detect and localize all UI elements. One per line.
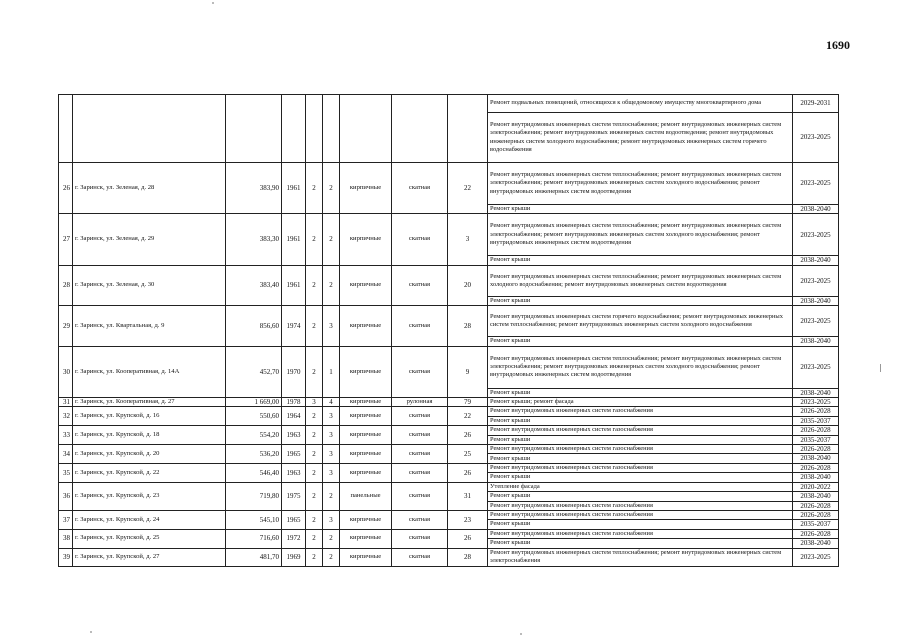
scan-speck (212, 2, 214, 4)
build-year: 1961 (282, 214, 306, 265)
work-period: 2038-2040 (793, 256, 839, 265)
entrances: 3 (323, 510, 340, 529)
table-row (59, 214, 839, 256)
work-description: Ремонт внутридомовых инженерных систем теплоснабжения; ремонт внутридомовых инженерных систем электроснабжения; ремонт внутридомовых инженерных систем водоотведения; ремонт внутридомовых инженерных систем холодного водоснабжения; ремонт внутридомовых инженерных систем горячего водоснабжения (488, 113, 793, 163)
address: г. Заринск, ул. Крупской, д. 25 (73, 529, 226, 548)
row-number: 29 (59, 306, 73, 346)
table-row (59, 426, 839, 435)
work-period: 2038-2040 (793, 388, 839, 397)
floors: 2 (306, 265, 323, 305)
empty-cell (59, 95, 73, 163)
work-period: 2026-2028 (793, 445, 839, 454)
entrances: 3 (323, 426, 340, 445)
work-period: 2026-2028 (793, 407, 839, 416)
empty-cell (448, 95, 488, 163)
floors: 2 (306, 510, 323, 529)
address: г. Заринск, ул. Крупской, д. 24 (73, 510, 226, 529)
empty-cell (306, 95, 323, 163)
work-description: Ремонт внутридомовых инженерных систем горячего водоснабжения; ремонт внутридомовых инженерных систем теплоснабжения; ремонт внутридомовых инженерных систем холодного водоснабжения (488, 306, 793, 337)
work-period: 2029-2031 (793, 95, 839, 113)
apartments-count: 28 (448, 548, 488, 566)
apartments-count: 25 (448, 445, 488, 464)
work-period: 2038-2040 (793, 337, 839, 346)
address: г. Заринск, ул. Крупской, д. 16 (73, 407, 226, 426)
work-description: Ремонт внутридомовых инженерных систем газоснабжения (488, 529, 793, 538)
wall-material: кирпичные (340, 548, 392, 566)
wall-material: кирпичные (340, 407, 392, 426)
address: г. Заринск, ул. Крупской, д. 22 (73, 463, 226, 482)
row-number: 28 (59, 265, 73, 305)
work-period: 2023-2025 (793, 398, 839, 407)
apartments-count: 26 (448, 426, 488, 445)
row-number: 34 (59, 445, 73, 464)
entrances: 2 (323, 214, 340, 265)
wall-material: кирпичные (340, 346, 392, 397)
work-period: 2038-2040 (793, 473, 839, 482)
roof-type: скатная (392, 482, 448, 510)
address: г. Заринск, ул. Зеленая, д. 28 (73, 163, 226, 214)
apartments-count: 31 (448, 482, 488, 510)
roof-type: скатная (392, 163, 448, 214)
wall-material: панельные (340, 482, 392, 510)
table-row (59, 445, 839, 454)
build-year: 1978 (282, 398, 306, 407)
work-period: 2026-2028 (793, 529, 839, 538)
work-period: 2023-2025 (793, 548, 839, 566)
total-area: 383,30 (226, 214, 282, 265)
work-period: 2026-2028 (793, 463, 839, 472)
work-description: Ремонт крыши (488, 388, 793, 397)
wall-material: кирпичные (340, 214, 392, 265)
row-number: 36 (59, 482, 73, 510)
entrances: 4 (323, 398, 340, 407)
address: г. Заринск, ул. Квартальная, д. 9 (73, 306, 226, 346)
total-area: 545,10 (226, 510, 282, 529)
wall-material: кирпичные (340, 426, 392, 445)
roof-type: скатная (392, 426, 448, 445)
wall-material: кирпичные (340, 265, 392, 305)
wall-material: кирпичные (340, 529, 392, 548)
roof-type: рулонная (392, 398, 448, 407)
apartments-count: 22 (448, 407, 488, 426)
table-row (59, 482, 839, 491)
scan-speck (880, 364, 881, 372)
work-description: Ремонт внутридомовых инженерных систем теплоснабжения; ремонт внутридомовых инженерных систем электроснабжения (488, 548, 793, 566)
work-period: 2035-2037 (793, 520, 839, 529)
total-area: 550,60 (226, 407, 282, 426)
entrances: 2 (323, 529, 340, 548)
address: г. Заринск, ул. Кооперативная, д. 14А (73, 346, 226, 397)
work-description: Ремонт внутридомовых инженерных систем газоснабжения (488, 407, 793, 416)
floors: 2 (306, 214, 323, 265)
total-area: 719,80 (226, 482, 282, 510)
work-period: 2026-2028 (793, 426, 839, 435)
entrances: 2 (323, 482, 340, 510)
total-area: 383,40 (226, 265, 282, 305)
roof-type: скатная (392, 510, 448, 529)
apartments-count: 26 (448, 529, 488, 548)
work-description: Ремонт внутридомовых инженерных систем теплоснабжения; ремонт внутридомовых инженерных систем электроснабжения; ремонт внутридомовых инженерных систем холодного водоснабжения; ремонт внутридомовых инженерных систем водоотведения (488, 163, 793, 205)
roof-type: скатная (392, 214, 448, 265)
work-period: 2023-2025 (793, 113, 839, 163)
build-year: 1965 (282, 510, 306, 529)
work-period: 2023-2025 (793, 346, 839, 388)
row-number: 27 (59, 214, 73, 265)
row-number: 30 (59, 346, 73, 397)
work-description: Ремонт крыши (488, 416, 793, 425)
floors: 2 (306, 548, 323, 566)
row-number: 26 (59, 163, 73, 214)
apartments-count: 26 (448, 463, 488, 482)
address: г. Заринск, ул. Крупской, д. 18 (73, 426, 226, 445)
empty-cell (282, 95, 306, 163)
work-description: Ремонт внутридомовых инженерных систем газоснабжения (488, 501, 793, 510)
wall-material: кирпичные (340, 163, 392, 214)
table-row (59, 529, 839, 538)
build-year: 1964 (282, 407, 306, 426)
total-area: 856,60 (226, 306, 282, 346)
build-year: 1969 (282, 548, 306, 566)
work-period: 2035-2037 (793, 435, 839, 444)
work-period: 2023-2025 (793, 265, 839, 296)
work-description: Ремонт крыши (488, 492, 793, 501)
work-period: 2035-2037 (793, 416, 839, 425)
scan-speck (520, 633, 522, 635)
floors: 2 (306, 407, 323, 426)
address: г. Заринск, ул. Кооперативная, д. 27 (73, 398, 226, 407)
wall-material: кирпичные (340, 463, 392, 482)
total-area: 554,20 (226, 426, 282, 445)
roof-type: скатная (392, 445, 448, 464)
empty-cell (226, 95, 282, 163)
work-description: Утепление фасада (488, 482, 793, 491)
build-year: 1974 (282, 306, 306, 346)
floors: 2 (306, 445, 323, 464)
total-area: 481,70 (226, 548, 282, 566)
scan-speck (90, 631, 92, 633)
total-area: 546,40 (226, 463, 282, 482)
apartments-count: 23 (448, 510, 488, 529)
work-period: 2023-2025 (793, 163, 839, 205)
capital-repair-table (58, 94, 839, 567)
work-period: 2038-2040 (793, 454, 839, 463)
apartments-count: 3 (448, 214, 488, 265)
work-description: Ремонт внутридомовых инженерных систем газоснабжения (488, 426, 793, 435)
row-number: 33 (59, 426, 73, 445)
table-row (59, 163, 839, 205)
apartments-count: 22 (448, 163, 488, 214)
work-description: Ремонт крыши (488, 454, 793, 463)
row-number: 31 (59, 398, 73, 407)
floors: 2 (306, 482, 323, 510)
work-description: Ремонт внутридомовых инженерных систем теплоснабжения; ремонт внутридомовых инженерных систем электроснабжения; ремонт внутридомовых инженерных систем холодного водоснабжения; ремонт внутридомовых инженерных систем водоотведения (488, 346, 793, 388)
table-row (59, 463, 839, 472)
work-period: 2023-2025 (793, 306, 839, 337)
roof-type: скатная (392, 407, 448, 426)
work-description: Ремонт внутридомовых инженерных систем газоснабжения (488, 445, 793, 454)
work-description: Ремонт внутридомовых инженерных систем газоснабжения (488, 463, 793, 472)
table-row (59, 398, 839, 407)
work-description: Ремонт крыши (488, 520, 793, 529)
apartments-count: 9 (448, 346, 488, 397)
row-number: 32 (59, 407, 73, 426)
work-period: 2038-2040 (793, 492, 839, 501)
empty-cell (323, 95, 340, 163)
entrances: 2 (323, 163, 340, 214)
work-period: 2023-2025 (793, 214, 839, 256)
work-description: Ремонт крыши (488, 205, 793, 214)
build-year: 1972 (282, 529, 306, 548)
work-description: Ремонт крыши (488, 435, 793, 444)
table-row (59, 346, 839, 388)
work-period: 2026-2028 (793, 501, 839, 510)
work-description: Ремонт крыши (488, 337, 793, 346)
empty-cell (73, 95, 226, 163)
work-period: 2026-2028 (793, 510, 839, 519)
work-description: Ремонт внутридомовых инженерных систем теплоснабжения; ремонт внутридомовых инженерных систем холодного водоснабжения; ремонт внутридомовых инженерных систем водоотведения (488, 265, 793, 296)
apartments-count: 20 (448, 265, 488, 305)
table-row (59, 510, 839, 519)
address: г. Заринск, ул. Крупской, д. 20 (73, 445, 226, 464)
address: г. Заринск, ул. Крупской, д. 27 (73, 548, 226, 566)
table-row (59, 407, 839, 416)
work-description: Ремонт крыши (488, 296, 793, 305)
table-row (59, 548, 839, 566)
address: г. Заринск, ул. Зеленая, д. 29 (73, 214, 226, 265)
entrances: 2 (323, 265, 340, 305)
work-description: Ремонт крыши (488, 539, 793, 548)
roof-type: скатная (392, 265, 448, 305)
apartments-count: 28 (448, 306, 488, 346)
build-year: 1961 (282, 265, 306, 305)
entrances: 3 (323, 306, 340, 346)
build-year: 1963 (282, 426, 306, 445)
roof-type: скатная (392, 306, 448, 346)
empty-cell (340, 95, 392, 163)
build-year: 1961 (282, 163, 306, 214)
work-description: Ремонт крыши; ремонт фасада (488, 398, 793, 407)
address: г. Заринск, ул. Крупской, д. 23 (73, 482, 226, 510)
build-year: 1965 (282, 445, 306, 464)
work-description: Ремонт подвальных помещений, относящихся к общедомовому имуществу многоквартирного дома (488, 95, 793, 113)
entrances: 3 (323, 407, 340, 426)
work-description: Ремонт внутридомовых инженерных систем газоснабжения (488, 510, 793, 519)
table-row (59, 95, 839, 113)
floors: 2 (306, 306, 323, 346)
work-period: 2038-2040 (793, 296, 839, 305)
row-number: 35 (59, 463, 73, 482)
wall-material: кирпичные (340, 445, 392, 464)
address: г. Заринск, ул. Зеленая, д. 30 (73, 265, 226, 305)
work-description: Ремонт внутридомовых инженерных систем теплоснабжения; ремонт внутридомовых инженерных систем электроснабжения; ремонт внутридомовых инженерных систем холодного водоснабжения; ремонт внутридомовых инженерных систем водоотведения (488, 214, 793, 256)
row-number: 39 (59, 548, 73, 566)
floors: 3 (306, 398, 323, 407)
work-description: Ремонт крыши (488, 256, 793, 265)
entrances: 2 (323, 548, 340, 566)
work-period: 2038-2040 (793, 205, 839, 214)
entrances: 1 (323, 346, 340, 397)
wall-material: кирпичные (340, 306, 392, 346)
floors: 2 (306, 346, 323, 397)
wall-material: кирпичные (340, 398, 392, 407)
total-area: 452,70 (226, 346, 282, 397)
table-row (59, 265, 839, 296)
apartments-count: 79 (448, 398, 488, 407)
roof-type: скатная (392, 529, 448, 548)
build-year: 1975 (282, 482, 306, 510)
total-area: 716,60 (226, 529, 282, 548)
total-area: 383,90 (226, 163, 282, 214)
floors: 2 (306, 529, 323, 548)
floors: 2 (306, 463, 323, 482)
roof-type: скатная (392, 346, 448, 397)
total-area: 1 669,00 (226, 398, 282, 407)
floors: 2 (306, 163, 323, 214)
work-period: 2038-2040 (793, 539, 839, 548)
entrances: 3 (323, 445, 340, 464)
total-area: 536,20 (226, 445, 282, 464)
empty-cell (392, 95, 448, 163)
page-number: 1690 (826, 38, 850, 52)
entrances: 3 (323, 463, 340, 482)
table-row (59, 306, 839, 337)
row-number: 37 (59, 510, 73, 529)
build-year: 1970 (282, 346, 306, 397)
row-number: 38 (59, 529, 73, 548)
work-period: 2020-2022 (793, 482, 839, 491)
wall-material: кирпичные (340, 510, 392, 529)
build-year: 1963 (282, 463, 306, 482)
roof-type: скатная (392, 548, 448, 566)
roof-type: скатная (392, 463, 448, 482)
floors: 2 (306, 426, 323, 445)
work-description: Ремонт крыши (488, 473, 793, 482)
